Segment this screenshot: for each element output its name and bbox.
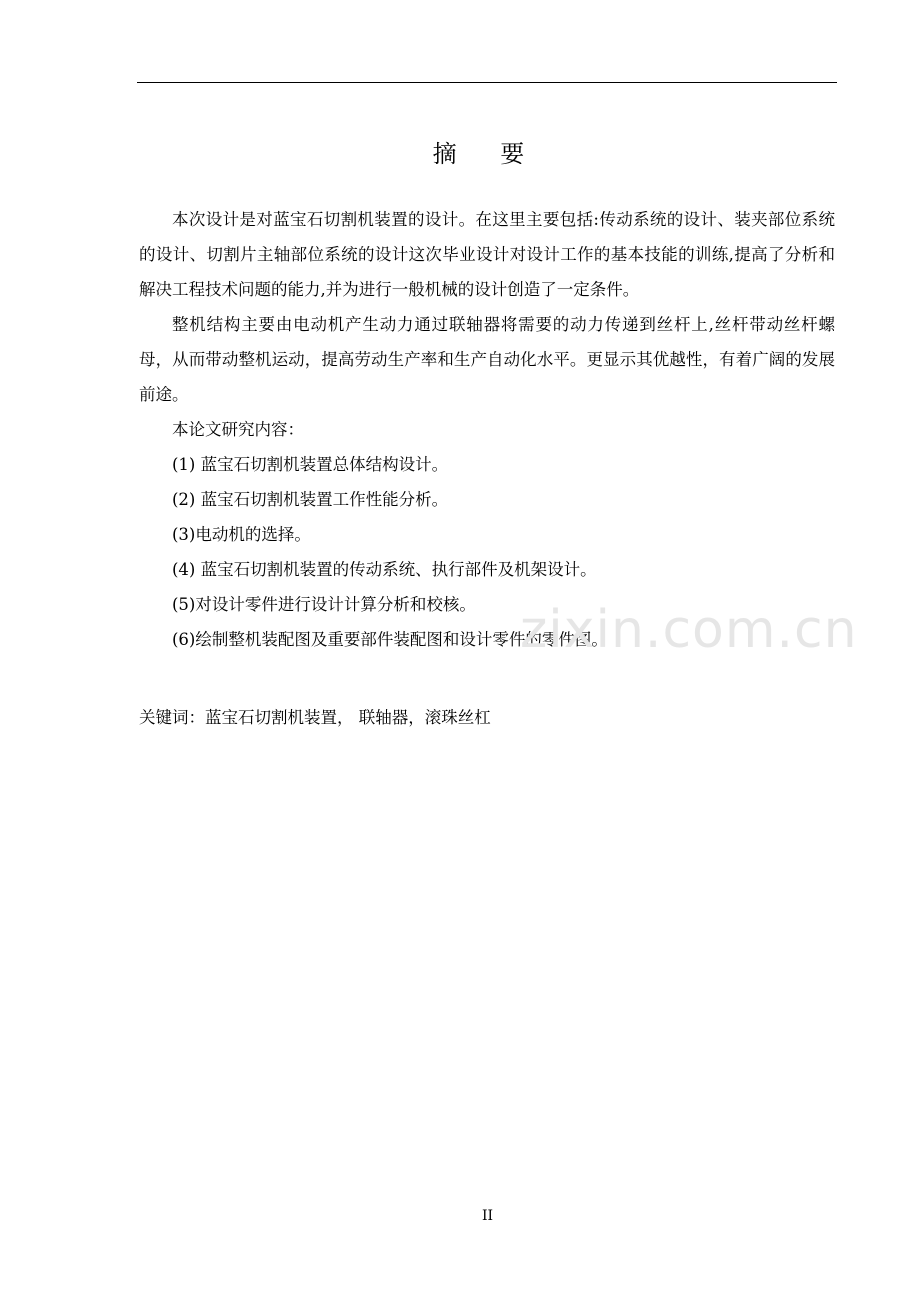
keywords-line: 关键词：蓝宝石切割机装置， 联轴器，滚珠丝杠 xyxy=(139,708,491,727)
page-number: II xyxy=(481,1208,494,1224)
page-title: 摘 要 xyxy=(432,140,543,168)
research-item-2: (2) 蓝宝石切割机装置工作性能分析。 xyxy=(172,490,449,509)
watermark: zixin.com.cn xyxy=(520,600,858,660)
abstract-body xyxy=(139,202,835,657)
research-item-6: (6)绘制整机装配图及重要部件装配图和设计零件的零件图。 xyxy=(172,630,608,649)
research-item-3: (3)电动机的选择。 xyxy=(172,525,311,544)
research-item-5: (5)对设计零件进行设计计算分析和校核。 xyxy=(172,595,476,614)
research-heading: 本论文研究内容： xyxy=(172,420,304,439)
header-rule xyxy=(137,82,837,83)
research-item-4: (4) 蓝宝石切割机装置的传动系统、执行部件及机架设计。 xyxy=(172,560,597,579)
research-item-1: (1) 蓝宝石切割机装置总体结构设计。 xyxy=(172,455,449,474)
abstract-paragraph-2: 整机结构主要由电动机产生动力通过联轴器将需要的动力传递到丝杆上,丝杆带动丝杆螺母，从而带动整机运动，提高劳动生产率和生产自动化水平。更显示其优越性，有着广阔的发展前途。 xyxy=(139,315,835,404)
abstract-paragraph-1: 本次设计是对蓝宝石切割机装置的设计。在这里主要包括:传动系统的设计、装夹部位系统的设计、切割片主轴部位系统的设计这次毕业设计对设计工作的基本技能的训练,提高了分析和解决工程技术问题的能力,并为进行一般机械的设计创造了一定条件。 xyxy=(139,210,835,299)
